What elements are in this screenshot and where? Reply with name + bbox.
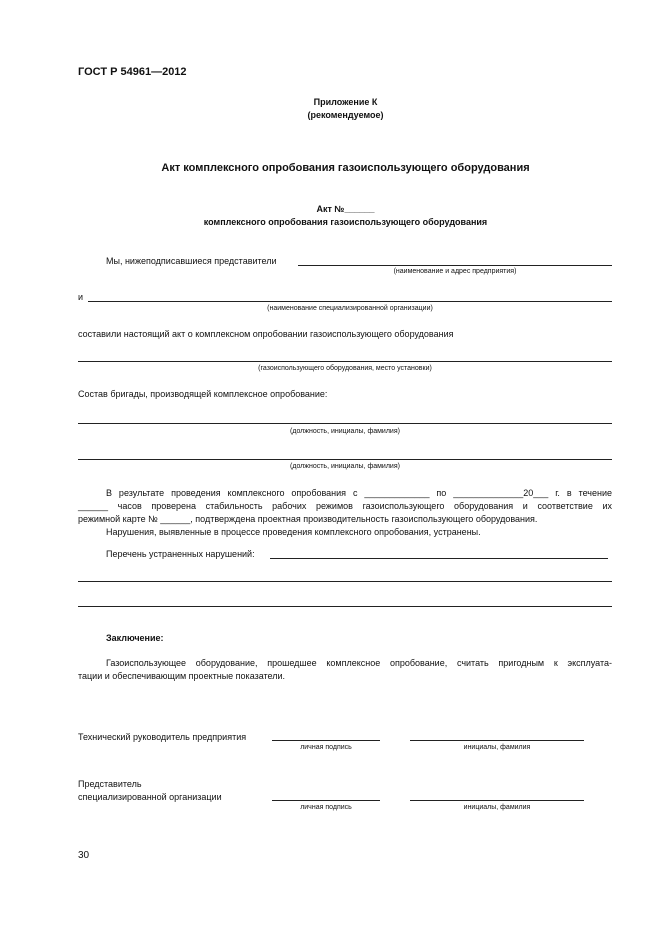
violations-fixed-text: Нарушения, выявленные в процессе проведения комплексного опробования, устранены. <box>106 527 481 537</box>
enterprise-caption: (наименование и адрес предприятия) <box>393 268 517 275</box>
brigade-text: Состав бригады, производящей комплексное опробование: <box>78 389 328 399</box>
equipment-field-line[interactable] <box>78 361 612 362</box>
violations-list-line-2[interactable] <box>78 581 612 582</box>
standard-designation: ГОСТ Р 54961—2012 <box>78 66 187 78</box>
appendix-subtitle: (рекомендуемое) <box>307 110 384 120</box>
rep-name-line[interactable] <box>410 800 584 801</box>
tech-name-line[interactable] <box>410 740 584 741</box>
appendix-title: Приложение К <box>313 97 378 107</box>
act-subtitle: комплексного опробования газоиспользующего оборудования <box>203 217 488 227</box>
tech-name-caption: инициалы, фамилия <box>463 744 531 751</box>
violations-list-label: Перечень устраненных нарушений: <box>106 549 255 559</box>
act-statement-text: составили настоящий акт о комплексном опробовании газоиспользующего оборудования <box>78 329 454 339</box>
results-line-3: режимной карте № ______, подтверждена проектная производительность газоиспользующего оборудования. <box>78 514 538 524</box>
results-line-2: ______ часов проверена стабильность рабочих режимов газоиспользующего оборудования и соответствие их <box>78 501 612 511</box>
results-line-1: В результате проведения комплексного опробования с _____________ по ______________20___ г. в течение <box>106 488 612 498</box>
conclusion-heading: Заключение: <box>106 633 164 643</box>
tech-signature-caption: личная подпись <box>300 744 352 751</box>
main-title: Акт комплексного опробования газоиспользующего оборудования <box>161 162 530 174</box>
tech-head-label: Технический руководитель предприятия <box>78 732 247 742</box>
enterprise-field-line[interactable] <box>298 265 612 266</box>
representative-label-line-2: специализированной организации <box>78 792 222 802</box>
representatives-text: Мы, нижеподписавшиеся представители <box>106 256 277 266</box>
brigade-member-2-line[interactable] <box>78 459 612 460</box>
conclusion-line-2: тации и обеспечивающим проектные показатели. <box>78 671 286 681</box>
brigade-member-2-caption: (должность, инициалы, фамилия) <box>290 463 400 470</box>
act-number-label: Акт №______ <box>316 204 375 214</box>
organization-field-line[interactable] <box>88 301 612 302</box>
rep-signature-caption: личная подпись <box>300 804 352 811</box>
organization-caption: (наименование специализированной организации) <box>267 305 433 312</box>
conclusion-line-1: Газоиспользующее оборудование, прошедшее комплексное опробование, считать пригодным к эксплуата- <box>106 658 612 668</box>
violations-list-line-3[interactable] <box>78 606 612 607</box>
equipment-caption: (газоиспользующего оборудования, место установки) <box>258 365 432 372</box>
brigade-member-1-caption: (должность, инициалы, фамилия) <box>290 428 400 435</box>
and-text: и <box>78 292 84 302</box>
rep-signature-line[interactable] <box>272 800 380 801</box>
tech-signature-line[interactable] <box>272 740 380 741</box>
page-number: 30 <box>78 850 90 861</box>
violations-list-line-1[interactable] <box>270 558 608 559</box>
representative-label-line-1: Представитель <box>78 779 142 789</box>
brigade-member-1-line[interactable] <box>78 423 612 424</box>
rep-name-caption: инициалы, фамилия <box>463 804 531 811</box>
